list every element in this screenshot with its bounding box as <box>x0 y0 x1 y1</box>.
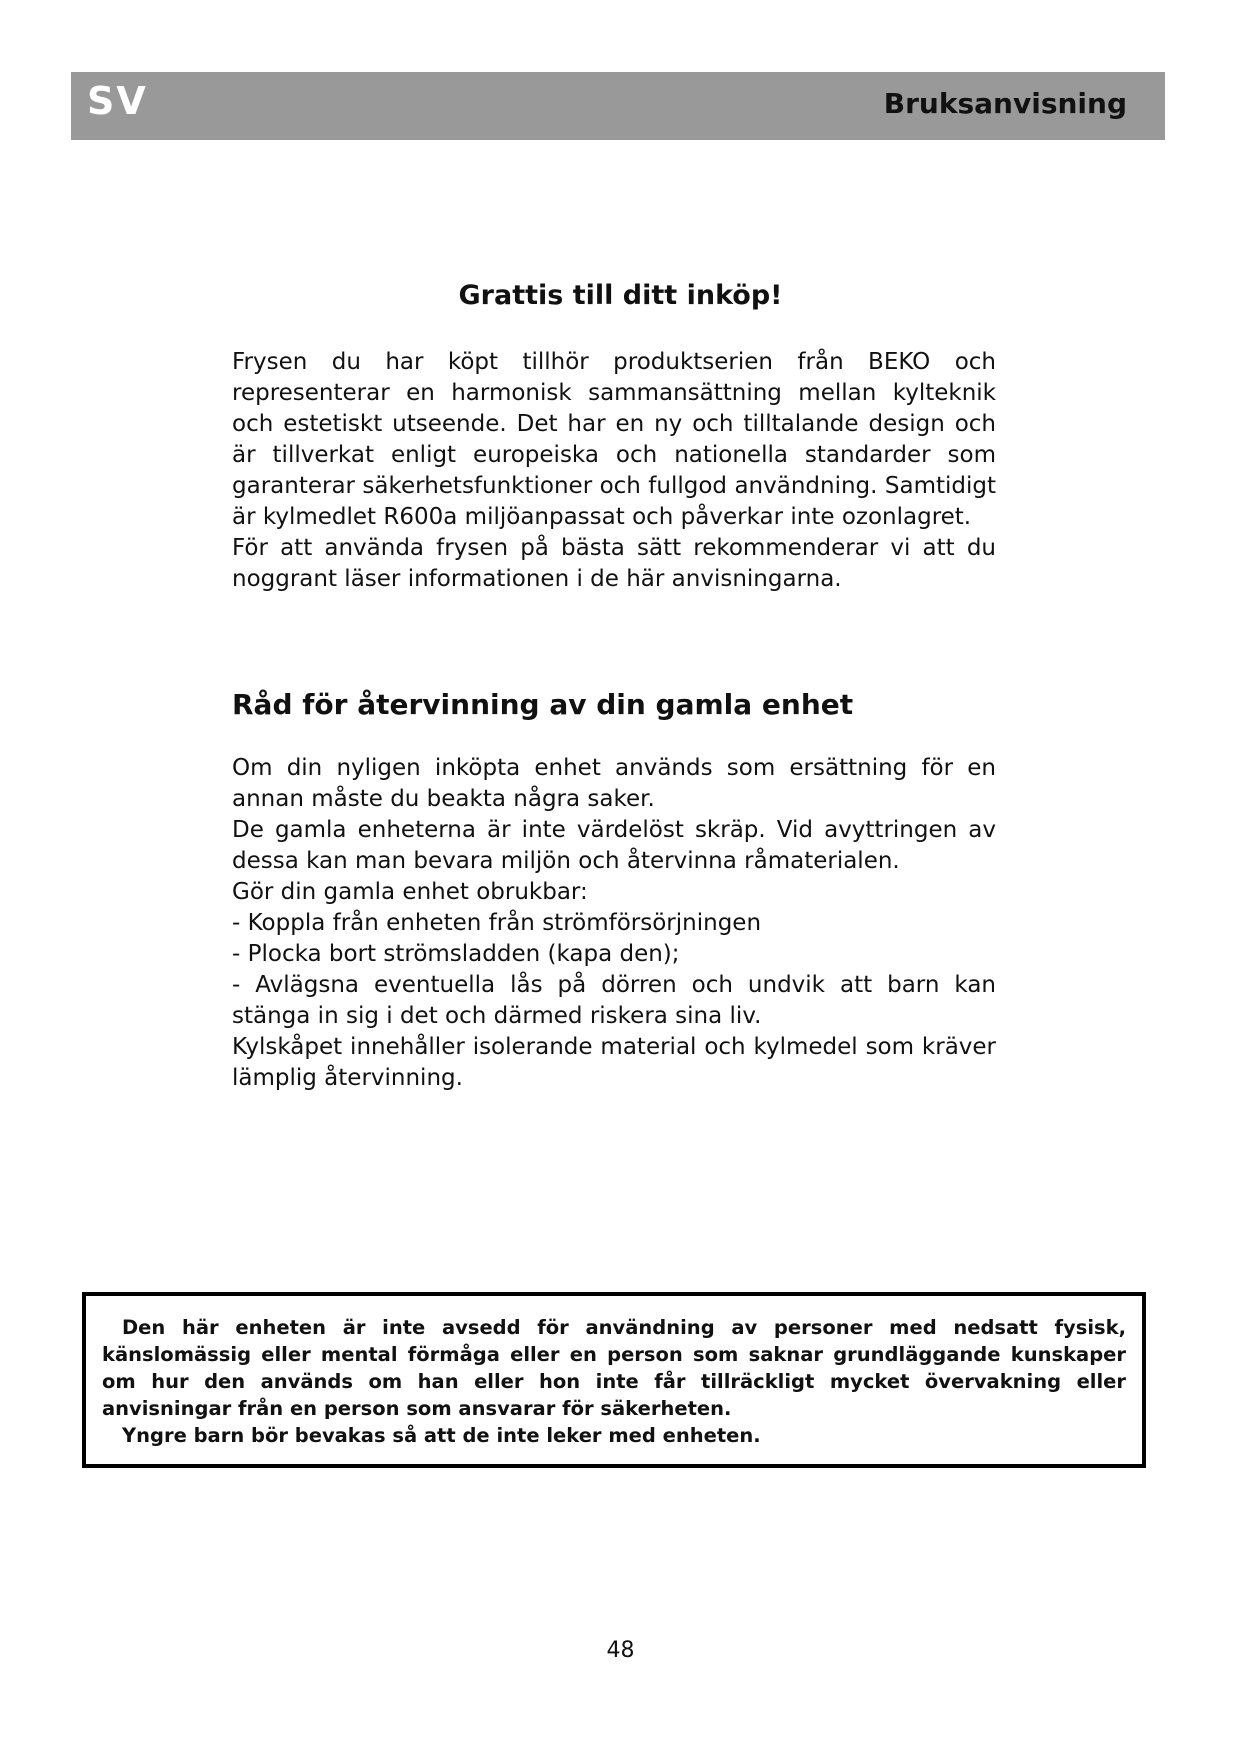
intro-paragraph: Frysen du har köpt tillhör produktserien från BEKO och representerar en harmonisk sammansättning mellan kylteknik och estetiskt utseende. Det har en ny och tilltalande design och är tillverkat enligt europeiska och nationella standarder som garanterar säkerhetsfunktioner och fullgod användning. Samtidigt är kylmedlet R600a miljöanpassat och påverkar inte ozonlagret. <box>232 349 996 530</box>
intro-section <box>232 347 996 595</box>
recycling-heading: Råd för återvinning av din gamla enhet <box>232 688 854 721</box>
recycling-paragraph: De gamla enheterna är inte värdelöst skräp. Vid avyttringen av dessa kan man bevara miljön och återvinna råmaterialen. <box>232 817 996 874</box>
recycling-paragraph: Gör din gamla enhet obrukbar: <box>232 879 588 905</box>
warning-paragraph: Yngre barn bör bevakas så att de inte leker med enheten. <box>122 1424 761 1447</box>
recycling-list-item: - Koppla från enheten från strömförsörjningen <box>232 910 762 936</box>
safety-warning-box <box>82 1292 1146 1468</box>
warning-paragraph: Den här enheten är inte avsedd för användning av personer med nedsatt fysisk, känslomässig eller mental förmåga eller en person som saknar grundläggande kunskaper om hur den används om han eller hon inte får tillräckligt mycket övervakning eller anvisningar från en person som ansvarar för säkerheten. <box>102 1316 1126 1420</box>
header-bar <box>71 72 1165 140</box>
document-title: Bruksanvisning <box>883 87 1127 120</box>
intro-heading: Grattis till ditt inköp! <box>458 280 783 311</box>
recycling-paragraph: Om din nyligen inköpta enhet används som ersättning för en annan måste du beakta några saker. <box>232 755 996 812</box>
recycling-list-item: - Avlägsna eventuella lås på dörren och undvik att barn kan stänga in sig i det och därmed riskera sina liv. <box>232 972 996 1029</box>
intro-paragraph: För att använda frysen på bästa sätt rekommenderar vi att du noggrant läser informationen i de här anvisningarna. <box>232 535 996 592</box>
recycling-paragraph: Kylskåpet innehåller isolerande material och kylmedel som kräver lämplig återvinning. <box>232 1034 996 1091</box>
page-number: 48 <box>606 1638 635 1663</box>
language-code: SV <box>87 79 148 123</box>
recycling-list-item: - Plocka bort strömsladden (kapa den); <box>232 941 680 967</box>
recycling-section <box>232 753 996 1094</box>
